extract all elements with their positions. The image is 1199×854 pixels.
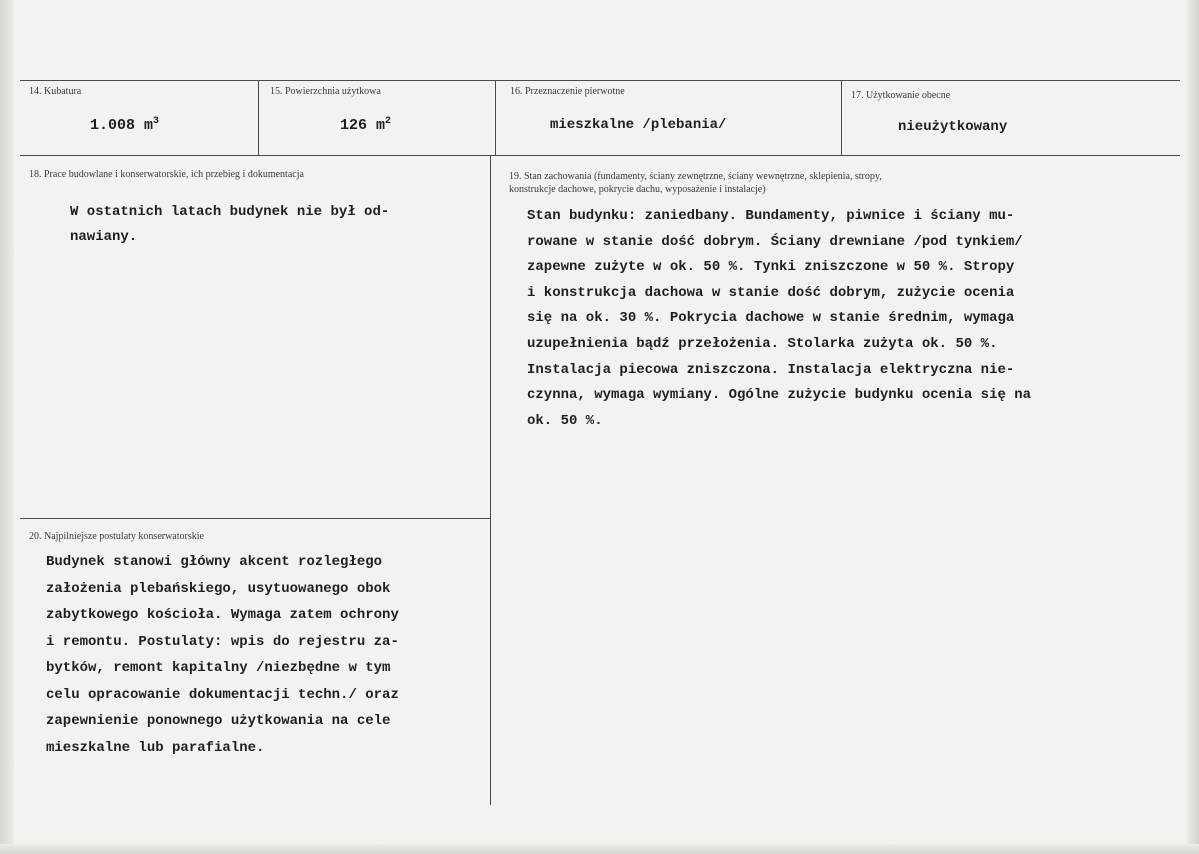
row1-bottom-rule xyxy=(20,155,1180,156)
przeznaczenie-label: 16. Przeznaczenie pierwotne xyxy=(510,86,625,97)
card-right-edge xyxy=(1187,0,1199,854)
prace-line: W ostatnich latach budynek nie był od- xyxy=(70,204,390,220)
powierzchnia-exponent: 2 xyxy=(385,116,392,127)
postulaty-line: celu opracowanie dokumentacji techn./ oraz xyxy=(46,686,399,703)
stan-line: Instalacja piecowa zniszczona. Instalacja elektryczna nie- xyxy=(527,361,1015,378)
stan-line: się na ok. 30 %. Pokrycia dachowe w stanie średnim, wymaga xyxy=(527,310,1015,327)
divider-main xyxy=(490,155,491,805)
stan-label-line: konstrukcje dachowe, pokrycie dachu, wyposażenie i instalacje) xyxy=(509,184,766,195)
kubatura-exponent: 3 xyxy=(153,116,160,127)
stan-line: i konstrukcja dachowa w stanie dość dobrym, zużycie ocenia xyxy=(527,284,1015,301)
stan-line: Stan budynku: zaniedbany. Bundamenty, piwnice i ściany mu- xyxy=(527,208,1015,224)
kubatura-value-text: 1.008 m xyxy=(90,117,154,134)
postulaty-line: bytków, remont kapitalny /niezbędne w tym xyxy=(46,660,391,676)
divider-15-16 xyxy=(495,80,496,155)
powierzchnia-label: 15. Powierzchnia użytkowa xyxy=(270,86,381,97)
postulaty-line: założenia plebańskiego, usytuowanego obok xyxy=(46,580,391,597)
postulaty-line: zabytkowego kościoła. Wymaga zatem ochrony xyxy=(46,607,399,623)
card-left-edge xyxy=(0,0,14,854)
postulaty-line: Budynek stanowi główny akcent rozległego xyxy=(46,554,383,570)
top-rule xyxy=(20,80,1180,81)
postulaty-label: 20. Najpilniejsze postulaty konserwatorskie xyxy=(29,531,204,542)
card-bottom-edge xyxy=(0,844,1199,854)
stan-label xyxy=(509,170,882,196)
postulaty-line: zapewnienie ponownego użytkowania na cele xyxy=(46,713,391,729)
prace-line: nawiany. xyxy=(70,229,138,245)
kubatura-value xyxy=(90,116,159,134)
divider-14-15 xyxy=(258,80,259,155)
postulaty-text xyxy=(46,549,399,761)
uzytkowanie-label: 17. Użytkowanie obecne xyxy=(851,90,951,101)
przeznaczenie-value: mieszkalne /plebania/ xyxy=(550,117,727,133)
stan-line: ok. 50 %. xyxy=(527,412,603,429)
stan-label-line: 19. Stan zachowania (fundamenty, ściany zewnętrzne, ściany wewnętrzne, sklepienia, stropy, xyxy=(509,171,882,182)
divider-16-17 xyxy=(841,80,842,155)
stan-line: zapewne zużyte w ok. 50 %. Tynki zniszczone w 50 %. Stropy xyxy=(527,259,1015,276)
powierzchnia-value-text: 126 m xyxy=(340,117,386,134)
prace-text xyxy=(70,200,389,250)
prace-label: 18. Prace budowlane i konserwatorskie, ich przebieg i dokumentacja xyxy=(29,169,304,180)
postulaty-line: i remontu. Postulaty: wpis do rejestru za- xyxy=(46,633,399,650)
postulaty-line: mieszkalne lub parafialne. xyxy=(46,739,265,756)
kubatura-label: 14. Kubatura xyxy=(29,86,82,97)
stan-line: czynna, wymaga wymiany. Ogólne zużycie budynku ocenia się na xyxy=(527,387,1032,404)
section18-bottom-rule xyxy=(20,518,490,519)
stan-line: rowane w stanie dość dobrym. Ściany drewniane /pod tynkiem/ xyxy=(527,233,1023,250)
stan-line: uzupełnienia bądź przełożenia. Stolarka zużyta ok. 50 %. xyxy=(527,335,998,352)
powierzchnia-value xyxy=(340,116,391,134)
uzytkowanie-value: nieużytkowany xyxy=(898,119,1008,135)
stan-text xyxy=(527,204,1031,434)
